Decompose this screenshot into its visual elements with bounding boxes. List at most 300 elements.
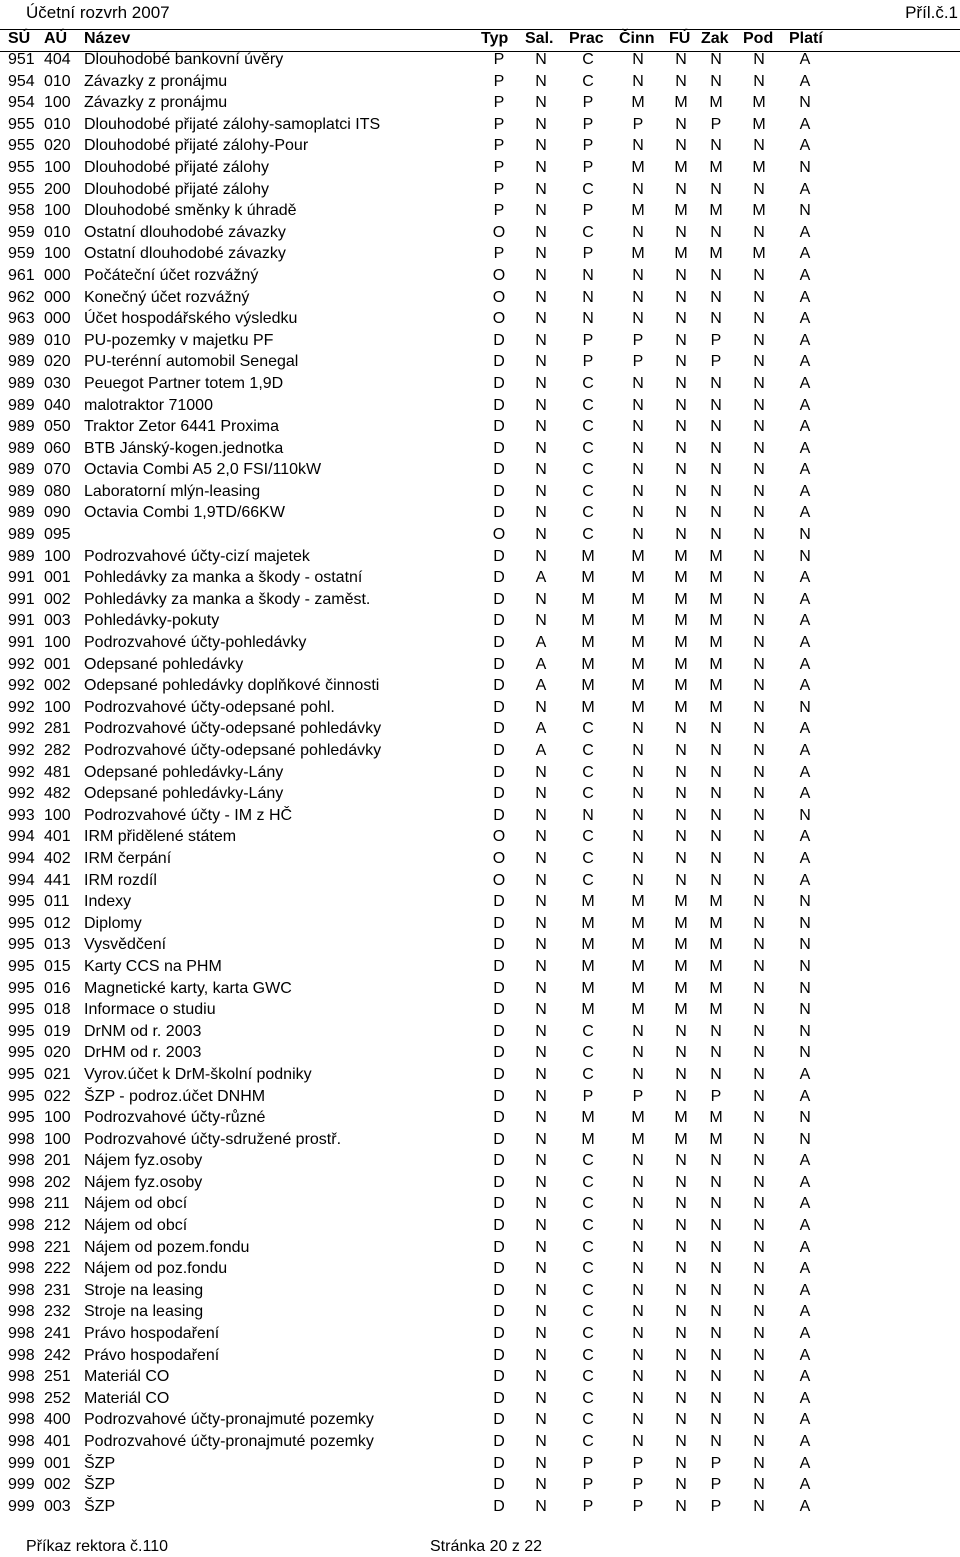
- cell-pod: N: [753, 1281, 765, 1299]
- cell-zak: P: [710, 115, 722, 133]
- cell-prac: N: [582, 288, 594, 306]
- cell-typ: D: [493, 634, 505, 652]
- cell-su: 998: [8, 1368, 35, 1386]
- cell-su: 995: [8, 1044, 35, 1062]
- cell-su: 995: [8, 1065, 35, 1083]
- cell-typ: D: [493, 1238, 505, 1256]
- cell-cinn: P: [632, 331, 644, 349]
- cell-au: 242: [44, 1346, 71, 1364]
- table-row: [0, 287, 960, 309]
- cell-fu: N: [675, 1152, 687, 1170]
- table-row: [0, 200, 960, 222]
- cell-typ: P: [493, 245, 505, 263]
- cell-su: 989: [8, 547, 35, 565]
- cell-zak: M: [709, 634, 723, 652]
- cell-name: Nájem od poz.fondu: [84, 1260, 228, 1278]
- cell-su: 955: [8, 137, 35, 155]
- cell-prac: M: [581, 547, 595, 565]
- cell-zak: N: [710, 828, 722, 846]
- cell-su: 998: [8, 1260, 35, 1278]
- cell-prac: C: [582, 439, 594, 457]
- cell-name: IRM rozdíl: [84, 871, 157, 889]
- cell-fu: N: [675, 1325, 687, 1343]
- cell-cinn: N: [632, 1195, 644, 1213]
- cell-typ: P: [493, 51, 505, 68]
- table-row: [0, 697, 960, 719]
- attachment-label: Příl.č.1: [905, 3, 958, 22]
- cell-sal: N: [535, 245, 547, 263]
- table-row: [0, 567, 960, 589]
- cell-name: Podrozvahové účty-odepsané pohledávky: [84, 720, 382, 738]
- cell-plati: N: [799, 979, 811, 997]
- cell-au: 020: [44, 1044, 71, 1062]
- cell-su: 958: [8, 202, 35, 220]
- cell-plati: A: [799, 590, 811, 608]
- cell-fu: N: [675, 396, 687, 414]
- cell-su: 992: [8, 698, 35, 716]
- cell-name: Vysvědčení: [84, 936, 167, 954]
- cell-pod: N: [753, 655, 765, 673]
- table-row: [0, 373, 960, 395]
- cell-su: 995: [8, 1022, 35, 1040]
- cell-prac: C: [582, 871, 594, 889]
- cell-name: Odepsané pohledávky-Lány: [84, 763, 284, 781]
- cell-fu: M: [674, 1001, 688, 1019]
- cell-au: 100: [44, 202, 71, 220]
- cell-cinn: N: [632, 310, 644, 328]
- cell-pod: N: [753, 1087, 765, 1105]
- cell-name: IRM přidělené státem: [84, 828, 237, 846]
- table-row: [0, 1388, 960, 1410]
- cell-plati: A: [799, 418, 811, 436]
- cell-zak: N: [710, 763, 722, 781]
- cell-sal: N: [535, 1087, 547, 1105]
- cell-cinn: M: [631, 94, 645, 112]
- cell-fu: N: [675, 828, 687, 846]
- cell-plati: A: [799, 1087, 811, 1105]
- table-row: [0, 934, 960, 956]
- table-row: [0, 1086, 960, 1108]
- cell-sal: N: [535, 806, 547, 824]
- cell-au: 100: [44, 158, 71, 176]
- cell-su: 998: [8, 1195, 35, 1213]
- cell-prac: C: [582, 223, 594, 241]
- document-title: Účetní rozvrh 2007: [26, 3, 170, 22]
- cell-prac: C: [582, 1433, 594, 1450]
- table-row: [0, 848, 960, 870]
- table-row: [0, 330, 960, 352]
- cell-prac: P: [582, 331, 594, 349]
- cell-prac: C: [582, 1411, 594, 1429]
- cell-pod: N: [753, 353, 765, 371]
- cell-prac: C: [582, 461, 594, 479]
- cell-prac: N: [582, 806, 594, 824]
- cell-prac: C: [582, 504, 594, 522]
- cell-au: 001: [44, 655, 71, 673]
- cell-fu: N: [675, 526, 687, 544]
- cell-zak: M: [709, 698, 723, 716]
- cell-cinn: M: [631, 634, 645, 652]
- column-header-plati: Platí: [789, 30, 823, 47]
- cell-au: 241: [44, 1325, 71, 1343]
- cell-typ: D: [493, 957, 505, 975]
- cell-name: ŠZP - podroz.účet DNHM: [84, 1087, 266, 1105]
- cell-prac: N: [582, 266, 594, 284]
- cell-au: 212: [44, 1217, 71, 1235]
- table-row: [0, 49, 960, 71]
- cell-plati: N: [799, 957, 811, 975]
- cell-zak: M: [709, 569, 723, 587]
- cell-prac: C: [582, 51, 594, 68]
- cell-typ: D: [493, 1433, 505, 1450]
- cell-zak: N: [710, 72, 722, 90]
- cell-cinn: N: [632, 1044, 644, 1062]
- cell-prac: M: [581, 655, 595, 673]
- table-row: [0, 718, 960, 740]
- cell-au: 281: [44, 720, 71, 738]
- cell-prac: C: [582, 396, 594, 414]
- cell-su: 989: [8, 353, 35, 371]
- cell-pod: N: [753, 634, 765, 652]
- cell-plati: A: [799, 1476, 811, 1494]
- cell-typ: D: [493, 439, 505, 457]
- cell-name: Nájem od pozem.fondu: [84, 1238, 250, 1256]
- cell-plati: N: [799, 94, 811, 112]
- cell-pod: N: [753, 1130, 765, 1148]
- cell-plati: A: [799, 677, 811, 695]
- cell-plati: A: [799, 1497, 811, 1515]
- cell-fu: N: [675, 1433, 687, 1450]
- cell-sal: N: [535, 1238, 547, 1256]
- cell-fu: M: [674, 158, 688, 176]
- cell-plati: A: [799, 137, 811, 155]
- cell-prac: M: [581, 612, 595, 630]
- cell-prac: P: [582, 1497, 594, 1515]
- cell-cinn: N: [632, 396, 644, 414]
- cell-fu: N: [675, 1346, 687, 1364]
- cell-pod: N: [753, 1325, 765, 1343]
- footer-decree: Příkaz rektora č.110: [26, 1538, 168, 1555]
- cell-au: 002: [44, 1476, 71, 1494]
- table-row: [0, 222, 960, 244]
- cell-typ: D: [493, 1281, 505, 1299]
- cell-su: 992: [8, 720, 35, 738]
- cell-fu: N: [675, 1195, 687, 1213]
- cell-pod: N: [753, 396, 765, 414]
- cell-sal: N: [535, 763, 547, 781]
- cell-typ: D: [493, 482, 505, 500]
- cell-fu: N: [675, 1217, 687, 1235]
- cell-plati: A: [799, 1325, 811, 1343]
- cell-su: 991: [8, 590, 35, 608]
- cell-cinn: M: [631, 158, 645, 176]
- cell-name: PU-terénní automobil Senegal: [84, 353, 299, 371]
- cell-zak: M: [709, 655, 723, 673]
- cell-typ: D: [493, 461, 505, 479]
- cell-fu: M: [674, 914, 688, 932]
- cell-pod: N: [753, 893, 765, 911]
- cell-pod: N: [753, 1238, 765, 1256]
- cell-au: 100: [44, 1109, 71, 1127]
- cell-su: 998: [8, 1281, 35, 1299]
- cell-cinn: N: [632, 72, 644, 90]
- cell-plati: A: [799, 720, 811, 738]
- cell-pod: M: [752, 115, 766, 133]
- cell-sal: N: [535, 1346, 547, 1364]
- cell-zak: N: [710, 1022, 722, 1040]
- column-header-pod: Pod: [743, 30, 774, 47]
- cell-typ: D: [493, 1001, 505, 1019]
- cell-prac: C: [582, 482, 594, 500]
- cell-su: 992: [8, 785, 35, 803]
- cell-pod: N: [753, 1065, 765, 1083]
- cell-name: Traktor Zetor 6441 Proxima: [84, 418, 280, 436]
- cell-au: 222: [44, 1260, 71, 1278]
- cell-plati: A: [799, 612, 811, 630]
- cell-plati: A: [799, 1303, 811, 1321]
- cell-typ: D: [493, 396, 505, 414]
- cell-sal: N: [535, 893, 547, 911]
- cell-typ: D: [493, 936, 505, 954]
- cell-sal: N: [535, 1109, 547, 1127]
- cell-su: 954: [8, 94, 35, 112]
- cell-typ: D: [493, 979, 505, 997]
- cell-sal: N: [535, 526, 547, 544]
- cell-sal: N: [535, 1433, 547, 1450]
- cell-au: 201: [44, 1152, 71, 1170]
- cell-typ: D: [493, 1368, 505, 1386]
- cell-prac: C: [582, 1195, 594, 1213]
- cell-plati: A: [799, 569, 811, 587]
- cell-name: Octavia Combi A5 2,0 FSI/110kW: [84, 461, 322, 479]
- cell-au: 232: [44, 1303, 71, 1321]
- cell-sal: N: [535, 310, 547, 328]
- cell-cinn: N: [632, 288, 644, 306]
- cell-plati: A: [799, 828, 811, 846]
- cell-name: IRM čerpání: [84, 849, 172, 867]
- cell-name: Dlouhodobé přijaté zálohy-samoplatci ITS: [84, 115, 381, 133]
- page-header: [0, 0, 960, 30]
- cell-fu: N: [675, 353, 687, 371]
- cell-au: 202: [44, 1173, 71, 1191]
- cell-zak: M: [709, 547, 723, 565]
- cell-typ: D: [493, 418, 505, 436]
- cell-cinn: N: [632, 51, 644, 68]
- cell-pod: M: [752, 158, 766, 176]
- cell-zak: M: [709, 914, 723, 932]
- cell-plati: N: [799, 158, 811, 176]
- cell-name: Pohledávky za manka a škody - zaměst.: [84, 590, 371, 608]
- cell-au: 013: [44, 936, 71, 954]
- cell-su: 955: [8, 158, 35, 176]
- cell-zak: M: [709, 158, 723, 176]
- cell-zak: M: [709, 612, 723, 630]
- table-row: [0, 978, 960, 1000]
- cell-pod: N: [753, 1173, 765, 1191]
- cell-typ: D: [493, 1022, 505, 1040]
- cell-su: 998: [8, 1173, 35, 1191]
- cell-au: 000: [44, 310, 71, 328]
- cell-pod: N: [753, 936, 765, 954]
- cell-sal: N: [535, 785, 547, 803]
- cell-cinn: N: [632, 374, 644, 392]
- cell-typ: D: [493, 1497, 505, 1515]
- cell-su: 995: [8, 1001, 35, 1019]
- cell-prac: P: [582, 137, 594, 155]
- cell-typ: O: [492, 288, 506, 306]
- cell-pod: N: [753, 331, 765, 349]
- table-row: [0, 610, 960, 632]
- cell-plati: A: [799, 785, 811, 803]
- cell-fu: M: [674, 547, 688, 565]
- cell-fu: N: [675, 1368, 687, 1386]
- cell-plati: N: [799, 202, 811, 220]
- cell-fu: N: [675, 439, 687, 457]
- column-header-au: AÚ: [44, 30, 68, 47]
- cell-zak: N: [710, 1433, 722, 1450]
- cell-su: 995: [8, 936, 35, 954]
- cell-su: 994: [8, 871, 35, 889]
- cell-fu: N: [675, 1260, 687, 1278]
- cell-pod: N: [753, 806, 765, 824]
- cell-prac: P: [582, 158, 594, 176]
- cell-name: Podrozvahové účty-odepsané pohledávky: [84, 742, 382, 759]
- cell-name: DrHM od r. 2003: [84, 1044, 202, 1062]
- cell-sal: N: [535, 547, 547, 565]
- cell-cinn: P: [632, 1497, 644, 1515]
- cell-sal: N: [535, 828, 547, 846]
- cell-zak: M: [709, 677, 723, 695]
- cell-pod: N: [753, 1195, 765, 1213]
- table-row: [0, 243, 960, 265]
- cell-plati: N: [799, 1044, 811, 1062]
- cell-zak: M: [709, 590, 723, 608]
- cell-pod: N: [753, 288, 765, 306]
- cell-name: PU-pozemky v majetku PF: [84, 331, 274, 349]
- cell-plati: N: [799, 526, 811, 544]
- cell-cinn: M: [631, 893, 645, 911]
- cell-pod: N: [753, 1001, 765, 1019]
- cell-pod: N: [753, 1411, 765, 1429]
- cell-prac: M: [581, 936, 595, 954]
- cell-sal: N: [535, 374, 547, 392]
- cell-plati: A: [799, 223, 811, 241]
- cell-su: 993: [8, 806, 35, 824]
- cell-su: 989: [8, 439, 35, 457]
- cell-cinn: M: [631, 612, 645, 630]
- cell-plati: A: [799, 1238, 811, 1256]
- cell-zak: M: [709, 1130, 723, 1148]
- cell-cinn: N: [632, 418, 644, 436]
- cell-sal: N: [535, 1476, 547, 1494]
- table-row: [0, 1280, 960, 1302]
- cell-au: 095: [44, 526, 71, 544]
- cell-au: 001: [44, 1454, 71, 1472]
- cell-zak: N: [710, 180, 722, 198]
- cell-name: Dlouhodobé přijaté zálohy: [84, 180, 270, 198]
- cell-typ: D: [493, 1195, 505, 1213]
- cell-zak: N: [710, 1195, 722, 1213]
- cell-pod: N: [753, 871, 765, 889]
- table-row: [0, 1172, 960, 1194]
- cell-cinn: P: [632, 1476, 644, 1494]
- cell-sal: A: [535, 655, 547, 673]
- cell-plati: A: [799, 1389, 811, 1407]
- table-row: [0, 1237, 960, 1259]
- table-row: [0, 826, 960, 848]
- cell-typ: D: [493, 1346, 505, 1364]
- cell-plati: N: [799, 1001, 811, 1019]
- cell-sal: N: [535, 396, 547, 414]
- cell-au: 441: [44, 871, 71, 889]
- cell-zak: P: [710, 1454, 722, 1472]
- cell-name: Nájem fyz.osoby: [84, 1152, 203, 1170]
- cell-su: 998: [8, 1130, 35, 1148]
- cell-plati: A: [799, 1346, 811, 1364]
- cell-cinn: N: [632, 1368, 644, 1386]
- cell-name: Materiál CO: [84, 1389, 170, 1407]
- cell-fu: N: [675, 1022, 687, 1040]
- cell-prac: M: [581, 893, 595, 911]
- cell-cinn: N: [632, 137, 644, 155]
- cell-fu: N: [675, 51, 687, 68]
- cell-fu: M: [674, 655, 688, 673]
- cell-typ: P: [493, 180, 505, 198]
- cell-fu: N: [675, 1454, 687, 1472]
- cell-fu: M: [674, 202, 688, 220]
- cell-name: Závazky z pronájmu: [84, 72, 228, 90]
- cell-pod: N: [753, 720, 765, 738]
- table-row: [0, 135, 960, 157]
- cell-typ: D: [493, 374, 505, 392]
- cell-su: 995: [8, 914, 35, 932]
- cell-su: 989: [8, 418, 35, 436]
- cell-zak: N: [710, 396, 722, 414]
- cell-name: Podrozvahové účty-pohledávky: [84, 634, 307, 652]
- cell-prac: C: [582, 1044, 594, 1062]
- cell-cinn: N: [632, 871, 644, 889]
- cell-pod: N: [753, 1346, 765, 1364]
- cell-name: Nájem od obcí: [84, 1217, 188, 1235]
- cell-au: 000: [44, 266, 71, 284]
- cell-plati: A: [799, 115, 811, 133]
- cell-pod: N: [753, 1022, 765, 1040]
- cell-cinn: N: [632, 806, 644, 824]
- table-row: [0, 675, 960, 697]
- cell-name: Materiál CO: [84, 1368, 170, 1386]
- cell-fu: N: [675, 72, 687, 90]
- table-row: [0, 1431, 960, 1453]
- cell-prac: C: [582, 1217, 594, 1235]
- cell-fu: N: [675, 288, 687, 306]
- cell-cinn: M: [631, 677, 645, 695]
- cell-au: 100: [44, 698, 71, 716]
- cell-au: 018: [44, 1001, 71, 1019]
- cell-name: Účet hospodářského výsledku: [84, 310, 298, 328]
- table-row: [0, 481, 960, 503]
- cell-prac: C: [582, 1346, 594, 1364]
- cell-pod: N: [753, 1303, 765, 1321]
- cell-typ: D: [493, 1130, 505, 1148]
- cell-name: Právo hospodaření: [84, 1325, 220, 1343]
- cell-plati: A: [799, 1152, 811, 1170]
- cell-fu: M: [674, 590, 688, 608]
- cell-prac: C: [582, 763, 594, 781]
- cell-zak: N: [710, 871, 722, 889]
- cell-plati: A: [799, 245, 811, 263]
- cell-typ: O: [492, 223, 506, 241]
- cell-prac: M: [581, 914, 595, 932]
